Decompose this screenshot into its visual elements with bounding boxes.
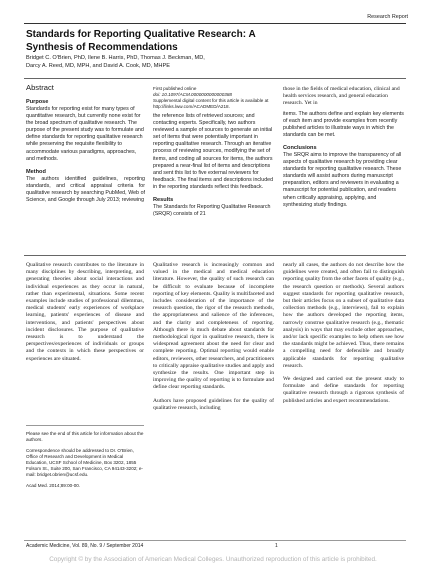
author-list bbox=[26, 54, 205, 70]
pub-online: First published online bbox=[153, 86, 197, 91]
abstract-column-3 bbox=[283, 86, 404, 209]
article-title bbox=[26, 29, 256, 54]
results-heading: Results bbox=[153, 197, 174, 204]
intro-continued-text: those in the fields of medical education, clinical and health services research, and general education research. Yet in bbox=[283, 86, 400, 107]
conclusions-text: The SRQR aims to improve the transparency of all aspects of qualitative research by providing clear standards for reporting qualitative research. These standards will assist authors during manuscript preparation, editors and reviewers in evaluating a manuscript for potential publication, and readers when critically appraising, applying, and synthesizing study findings. bbox=[283, 151, 402, 208]
header-rule bbox=[24, 23, 406, 24]
purpose-text: Standards for reporting exist for many types of quantitative research, but currently none exist for the broad spectrum of qualitative research. The purpose of the present study was to formulate and define standards for reporting qualitative research while preserving the requisite flexibility to accommodate various paradigms, approaches, and methods. bbox=[26, 106, 144, 162]
footnotes bbox=[26, 431, 144, 489]
pub-supplement: Supplemental digital content for this article is available at http://links.lww.com/ACADMED/A218. bbox=[153, 98, 269, 109]
footnote-citation: Acad Med. 2014;89:00-00. bbox=[26, 483, 81, 488]
title-line-2: Synthesis of Recommendations bbox=[26, 41, 178, 53]
page-number: 1 bbox=[275, 543, 278, 549]
footnote-rule bbox=[26, 425, 144, 426]
footer-journal: Academic Medicine, Vol. 89, No. 9 / September 2014 bbox=[26, 543, 144, 549]
results-text: The Standards for Reporting Qualitative Research (SRQR) consists of 21 bbox=[153, 204, 271, 218]
title-line-1: Standards for Reporting Qualitative Research: A bbox=[26, 29, 256, 40]
body-column-1 bbox=[26, 262, 144, 363]
conclusions-heading: Conclusions bbox=[283, 144, 317, 151]
footnote-correspondence: Correspondence should be addressed to Dr. O'Brien, Office of Research and Development in Medical Education, UCSF School of Medicine, Box 3202, 1855 Folsom St., Suite 200, San Francisco, CA 94143-3202; e-mail: bridget.obrien@ucsf.edu. bbox=[26, 448, 143, 477]
footnote-authors: Please see the end of this article for information about the authors. bbox=[26, 431, 144, 442]
authors-line-2: Darcy A. Reed, MD, MPH, and David A. Cook, MD, MHPE bbox=[26, 63, 170, 69]
running-header: Research Report bbox=[367, 14, 408, 20]
body-column-2 bbox=[153, 262, 274, 412]
body-paragraph-aim: We designed and carried out the present study to formulate and define standards for reporting qualitative research through a rigorous synthesis of published articles and expert recommendations. bbox=[283, 376, 404, 404]
copyright-notice: Copyright © by the Association of American Medical Colleges. Unauthorized reproduction of this article is prohibited. bbox=[49, 556, 377, 563]
body-paragraph-gaps: nearly all cases, the authors do not describe how the guidelines were created, and often fail to distinguish reporting quality from the other facets of quality (e.g., the research question or methods). Several authors suggest standards for reporting qualitative research, but their articles focus on a subset of qualitative data collection methods (e.g., interviews), fail to explain how the authors developed the reporting items, narrowly construe qualitative research (e.g., thematic analysis) in ways that may exclude other approaches, and/or lack specific examples to help others see how the standards might be achieved. Thus, there remains a compelling need for defensible and broadly applicable standards for reporting qualitative research. bbox=[283, 262, 405, 369]
body-paragraph-guidelines: Authors have proposed guidelines for the quality of qualitative research, including bbox=[153, 397, 274, 411]
authors-line-1: Bridget C. O'Brien, PhD, Ilene B. Harris, PhD, Thomas J. Beckman, MD, bbox=[26, 55, 205, 61]
method-heading: Method bbox=[26, 168, 46, 175]
pub-info bbox=[153, 86, 274, 110]
body-paragraph-quality: Qualitative research is increasingly common and valued in the medical and medical education literature. However, the quality of such research can be difficult to evaluate because of incomplete reporting of key elements. Quality is multifaceted and includes consideration of the importance of the research question, the rigor of the research methods, the appropriateness and salience of the inferences, and the clarity and completeness of reporting. Although there is much debate about standards for methodological rigor in qualitative research, there is widespread agreement about the need for clear and complete reporting. Optimal reporting would enable editors, reviewers, other researchers, and practitioners to critically appraise qualitative studies and apply and synthesize the results. One important step in improving the quality of reporting is to formulate and define clear reporting standards. bbox=[153, 262, 274, 391]
abstract-column-2 bbox=[153, 86, 274, 218]
results-text-continued: items. The authors define and explain key elements of each item and provide examples from recently published articles to illustrate ways in which the standards can be met. bbox=[283, 110, 404, 138]
pub-doi: doi: 10.1097/ACM.0000000000000388 bbox=[153, 92, 232, 97]
method-text: The authors identified guidelines, reporting standards, and critical appraisal criteria for qualitative research by searching PubMed, Web of Science, and Google through July 2013; reviewing bbox=[26, 175, 145, 204]
method-text-continued: the reference lists of retrieved sources; and contacting experts. Specifically, two authors reviewed a sample of sources to generate an initial set of items that were potentially important in reporting qualitative research. Through an iterative process of reviewing sources, modifying the set of items, and coding all sources for items, the authors prepared a near-final list of items and descriptions and sent this list to five external reviewers for feedback. The final items and descriptions included in the reporting standards reflect this feedback. bbox=[153, 113, 274, 190]
footer-rule bbox=[24, 540, 406, 541]
intro-paragraph: Qualitative research contributes to the literature in many disciplines by describing, interpreting, and generating theories about social interactions and individual experiences as they occur in natural, rather than experimental, situations. Some recent examples include studies of professional dilemmas, medical students' early experiences of workplace learning, patients' experiences of disease and interventions, and patients' perspectives about incident disclosures. The purpose of qualitative research is to understand the perspectives/experiences of individuals or groups and the contexts in which these perspectives or experiences are situated. bbox=[26, 262, 144, 362]
body-column-3 bbox=[283, 262, 404, 405]
purpose-heading: Purpose bbox=[26, 99, 49, 105]
abstract-column-1 bbox=[26, 83, 145, 204]
abstract-heading: Abstract bbox=[26, 83, 54, 92]
